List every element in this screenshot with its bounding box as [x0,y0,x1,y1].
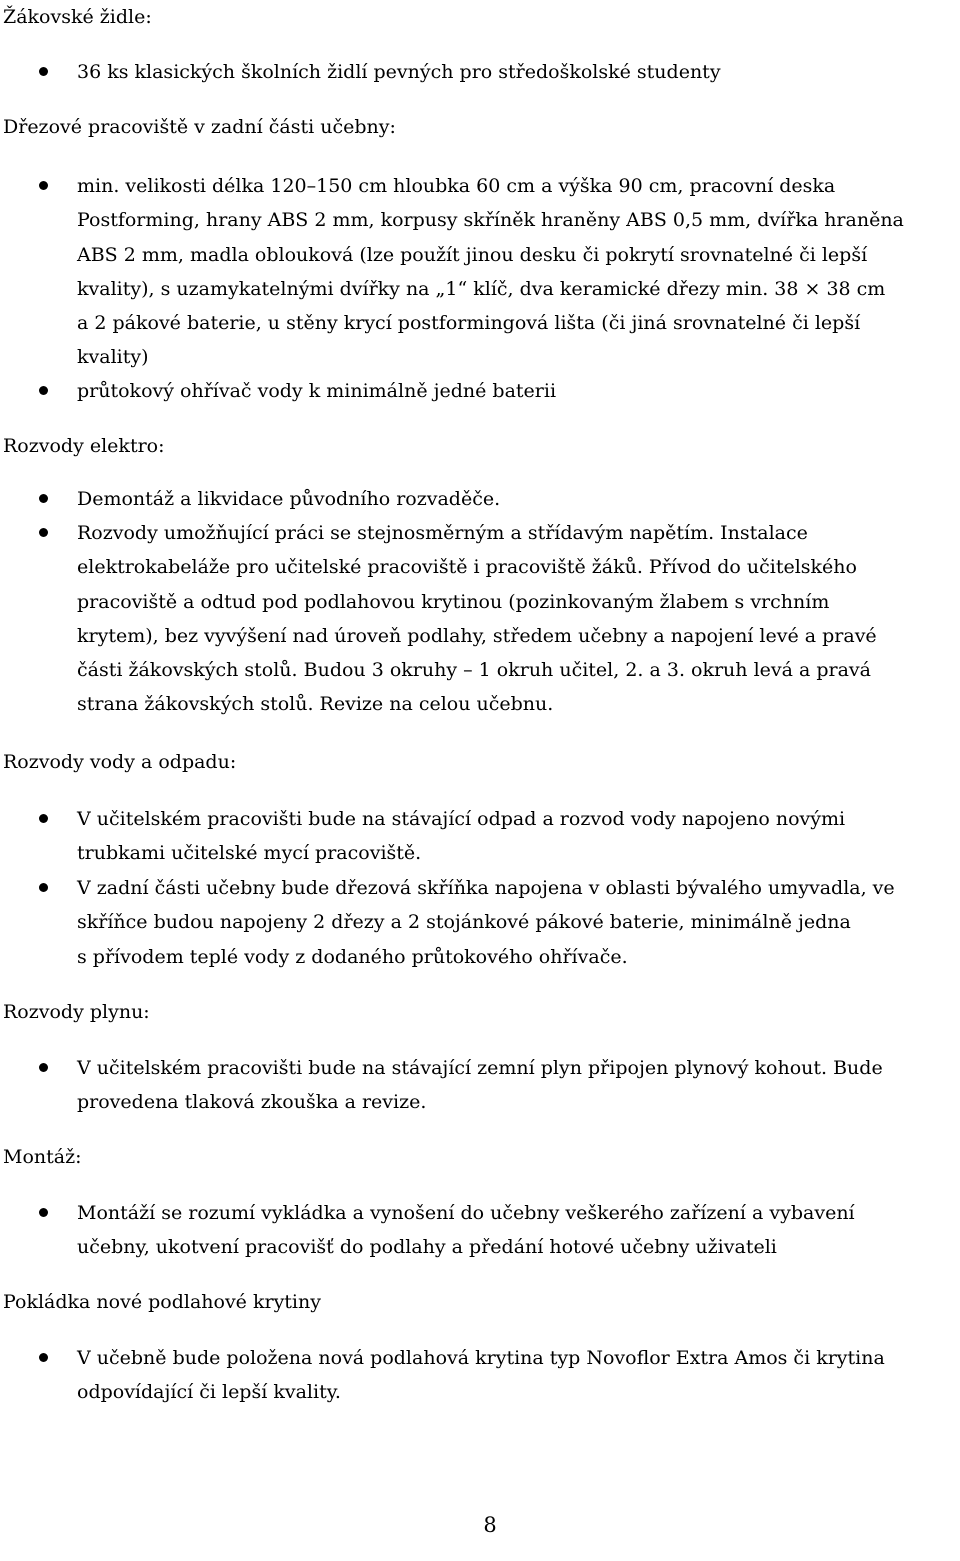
list-item-sink-specification [77,169,960,375]
bullet-icon [39,814,48,823]
list-item-rear-sink-cabinet [77,871,960,974]
page-number: 8 [483,1513,497,1537]
bullet-icon [39,494,48,503]
text-line: V učebně bude položena nová podlahová krytina typ Novoflor Extra Amos či krytina [77,1347,885,1369]
list-item-flooring [77,1341,960,1410]
text-line: krytem), bez vyvýšení nad úroveň podlahy, středem učebny a napojení levé a pravé [77,624,877,647]
list-item-teacher-sink [77,802,960,871]
text-line: a 2 pákové baterie, u stěny krycí postformingová lišta (či jiná srovnatelné či lepší [77,312,861,335]
text-line: provedena tlaková zkouška a revize. [77,1091,427,1114]
text-line: 36 ks klasických školních židlí pevných pro středoškolské studenty [77,61,721,83]
text-line: kvality), s uzamykatelnými dvířky na „1“ klíč, dva keramické dřezy min. 38 × 38 cm [77,277,886,300]
text-line: V učitelském pracovišti bude na stávající odpad a rozvod vody napojeno novými [77,808,846,830]
text-line: Montáží se rozumí vykládka a vynošení do učebny veškerého zařízení a vybavení [77,1202,855,1224]
text-line: skříňce budou napojeny 2 dřezy a 2 stojánkové pákové baterie, minimálně jedna [77,911,851,934]
text-line: kvality) [77,346,149,369]
section-heading-sink-workstation: Dřezové pracoviště v zadní části učebny: [3,116,396,138]
text-line: učebny, ukotvení pracovišť do podlahy a předání hotové učebny uživateli [77,1236,777,1259]
bullet-icon [39,67,48,76]
text-line: části žákovských stolů. Budou 3 okruhy – 1 okruh učitel, 2. a 3. okruh levá a pravá [77,659,871,682]
bullet-icon [39,1063,48,1072]
text-line: elektrokabeláže pro učitelské pracoviště i pracoviště žáků. Přívod do učitelského [77,556,857,579]
list-item-installation [77,1196,960,1265]
bullet-icon [39,528,48,537]
section-heading-electrical: Rozvody elektro: [3,435,165,457]
section-heading-flooring: Pokládka nové podlahové krytiny [3,1291,321,1313]
bullet-icon [39,181,48,190]
text-line: strana žákovských stolů. Revize na celou učebnu. [77,693,554,716]
bullet-icon [39,883,48,892]
text-line: Demontáž a likvidace původního rozvaděče. [77,488,501,510]
text-line: odpovídající či lepší kvality. [77,1381,341,1404]
section-heading-installation: Montáž: [3,1146,82,1168]
text-line: trubkami učitelské mycí pracoviště. [77,842,422,865]
section-heading-water-waste: Rozvody vody a odpadu: [3,751,237,773]
section-heading-student-chairs: Žákovské židle: [3,6,152,28]
text-line: min. velikosti délka 120–150 cm hloubka 60 cm a výška 90 cm, pracovní deska [77,175,836,197]
text-line: Rozvody umožňující práci se stejnosměrným a střídavým napětím. Instalace [77,522,808,544]
list-item-gas-connection [77,1051,960,1120]
text-line: Postforming, hrany ABS 2 mm, korpusy skříněk hraněny ABS 0,5 mm, dvířka hraněna [77,209,904,232]
list-item-water-heater [77,374,960,408]
bullet-icon [39,1353,48,1362]
list-item-student-chairs [77,55,960,89]
section-heading-gas: Rozvody plynu: [3,1001,150,1023]
bullet-icon [39,386,48,395]
text-line: ABS 2 mm, madla oblouková (lze použít jinou desku či pokrytí srovnatelné či lepší [77,243,868,266]
bullet-icon [39,1208,48,1217]
text-line: V zadní části učebny bude dřezová skříňka napojena v oblasti bývalého umyvadla, ve [77,877,895,899]
text-line: V učitelském pracovišti bude na stávající zemní plyn připojen plynový kohout. Bude [77,1057,883,1079]
text-line: pracoviště a odtud pod podlahovou krytinou (pozinkovaným žlabem s vrchním [77,590,830,613]
text-line: s přívodem teplé vody z dodaného průtokového ohřívače. [77,945,628,968]
list-item-switchboard-removal [77,482,960,516]
text-line: průtokový ohřívač vody k minimálně jedné baterii [77,380,557,402]
list-item-wiring [77,516,960,722]
